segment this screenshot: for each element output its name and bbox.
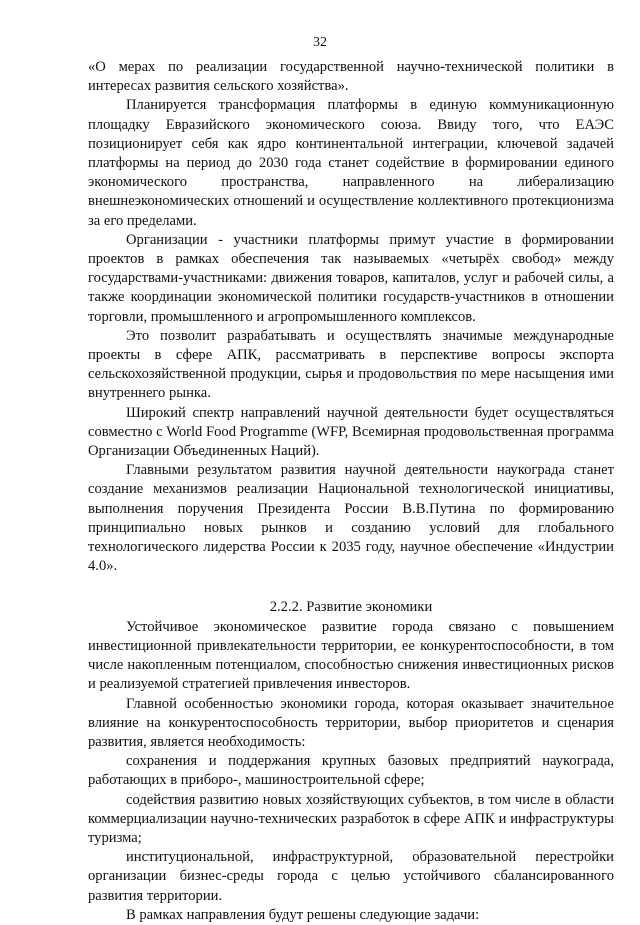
list-item-new-entities: содействия развитию новых хозяйствующих субъектов, в том числе в области коммерциализации научно-технических разработок в сфере АПК и инфраструктуры туризма; bbox=[88, 791, 614, 846]
paragraph-tasks-intro: В рамках направления будут решены следующие задачи: bbox=[126, 906, 480, 923]
paragraph-wfp: Широкий спектр направлений научной деятельности будет осуществляться совместно с World Food Programme (WFP, Всемирная продовольственная программа Организации Объединенных Наций). bbox=[88, 404, 614, 460]
paragraph-main-results: Главными результатом развития научной деятельности наукограда станет создание механизмов реализации Национальной технологической инициативы, выполнения поручения Президента России В.В.Путина по формированию принципиально новых рынков и созданию условий для глобального технологического лидерства России к 2035 году, научное обеспечение «Индустрии 4.0». bbox=[88, 462, 614, 575]
paragraph-four-freedoms: Организации - участники платформы примут участие в формировании проектов в рамках обеспечения так называемых «четырёх свобод» между государствами-участниками: движения товаров, капиталов, услуг и рабочей силы, а также координации экономической политики государств-участников в отношении торговли, промышленного и агропромышленного комплексов. bbox=[88, 231, 614, 325]
paragraph-main-feature: Главной особенностью экономики города, которая оказывает значительное влияние на конкурентоспособность территории, выбор приоритетов и сценария развития, является необходимость: bbox=[88, 695, 614, 750]
list-item-enterprises: сохранения и поддержания крупных базовых предприятий наукограда, работающих в приборо-, машиностроительной сфере; bbox=[88, 753, 614, 789]
paragraph-international-projects: Это позволит разрабатывать и осуществлять значимые международные проекты в сфере АПК, рассматривать в перспективе вопросы экспорта сельскохозяйственной продукции, сырья и продовольствия по мере насыщения ими внутреннего рынка. bbox=[88, 327, 614, 402]
page-content bbox=[88, 58, 614, 925]
paragraph-platform-transformation: Планируется трансформация платформы в единую коммуникационную площадку Евразийского экономического союза. Ввиду того, что ЕАЭС позиционирует себя как ядро континентальной интеграции, ключевой задачей платформы на период до 2030 года станет содействие в формировании единого экономического пространства, направленного на либерализацию внешнеэкономических отношений и осуществление коллективного протекционизма за его пределами. bbox=[88, 97, 614, 229]
paragraph-sustainable-development: Устойчивое экономическое развитие города связано с повышением инвестиционной привлекательности территории, ее конкурентоспособности, в том числе накопленным потенциалом, способностью снижения инвестиционных рисков и реализуемой стратегией привлечения инвесторов. bbox=[88, 618, 614, 693]
paragraph-continued: «О мерах по реализации государственной научно-технической политики в интересах развития сельского хозяйства». bbox=[88, 59, 614, 95]
list-item-restructuring: институциональной, инфраструктурной, образовательной перестройки организации бизнес-среды города с целью устойчивого сбалансированного развития территории. bbox=[88, 849, 614, 904]
page-number: 32 bbox=[313, 35, 327, 50]
section-heading: 2.2.2. Развитие экономики bbox=[269, 599, 433, 616]
